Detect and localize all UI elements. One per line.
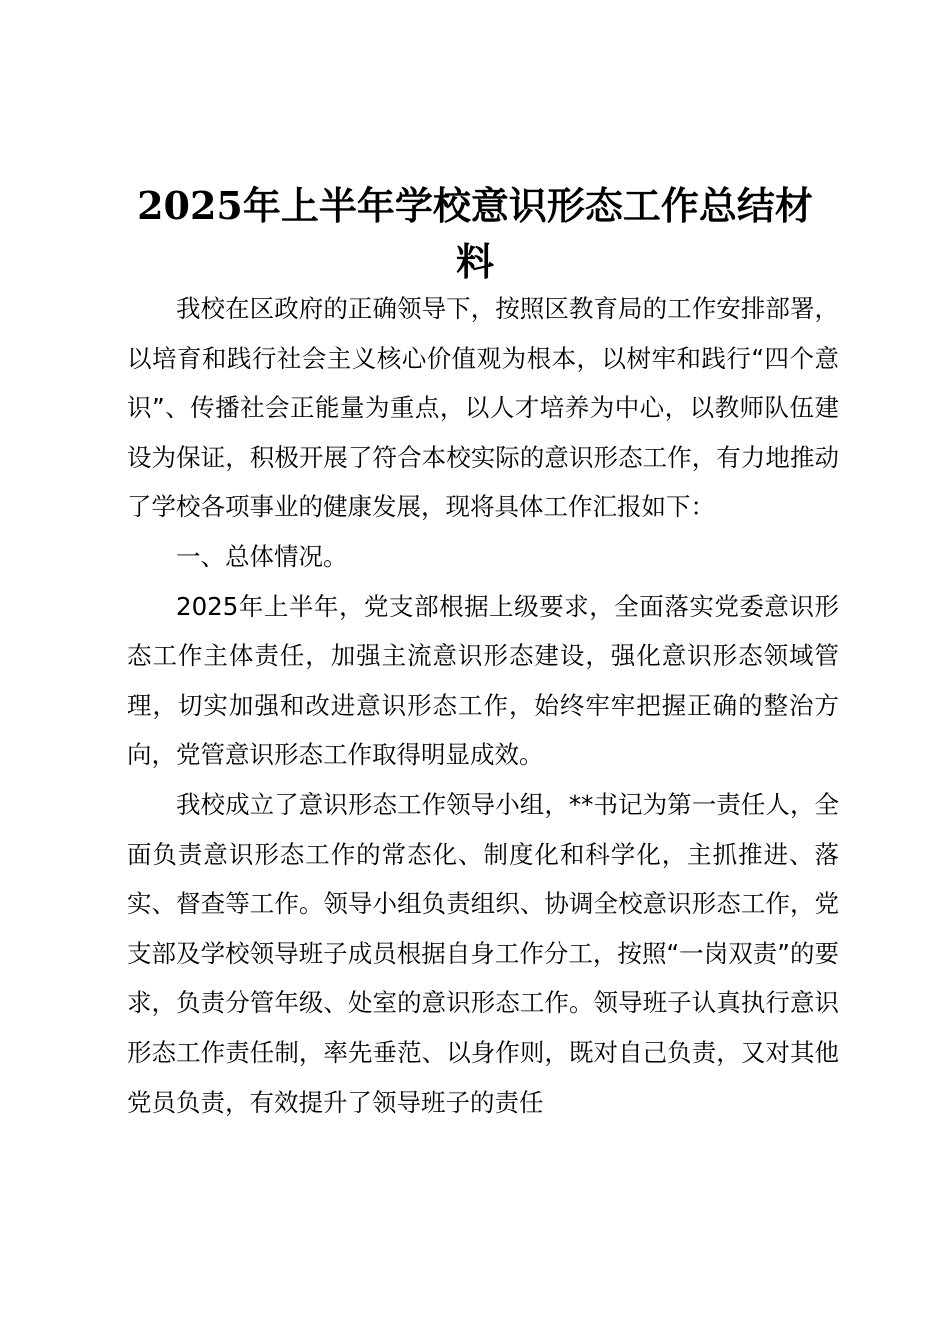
section-heading-overview: 一、总体情况。 — [176, 541, 348, 571]
paragraph-leadership-group: 我校成立了意识形态工作领导小组，**书记为第一责任人，全面负责意识形态工作的常态化、制度化和科学化，主抓推进、落实、督查等工作。领导小组负责组织、协调全校意识形态工作，党支部及学校领导班子成员根据自身工作分工，按照“一岗双责”的要求，负责分管年级、处室的意识形态工作。领导班子认真执行意识形态工作责任制，率先垂范、以身作则，既对自己负责，又对其他党员负责，有效提升了领导班子的责任 — [127, 789, 839, 1117]
paragraph-intro: 我校在区政府的正确领导下，按照区教育局的工作安排部署，以培育和践行社会主义核心价值观为根本，以树牢和践行“四个意识”、传播社会正能量为重点，以人才培养为中心，以教师队伍建设为保证，积极开展了符合本校实际的意识形态工作，有力地推动了学校各项事业的健康发展，现将具体工作汇报如下： — [127, 294, 839, 522]
document-body — [127, 284, 839, 1127]
document-title: 2025年上半年学校意识形态工作总结材料 — [137, 183, 813, 284]
paragraph-overview: 2025年上半年，党支部根据上级要求，全面落实党委意识形态工作主体责任，加强主流意识形态建设，强化意识形态领域管理，切实加强和改进意识形态工作，始终牢牢把握正确的整治方向，党管意识形态工作取得明显成效。 — [127, 591, 839, 770]
